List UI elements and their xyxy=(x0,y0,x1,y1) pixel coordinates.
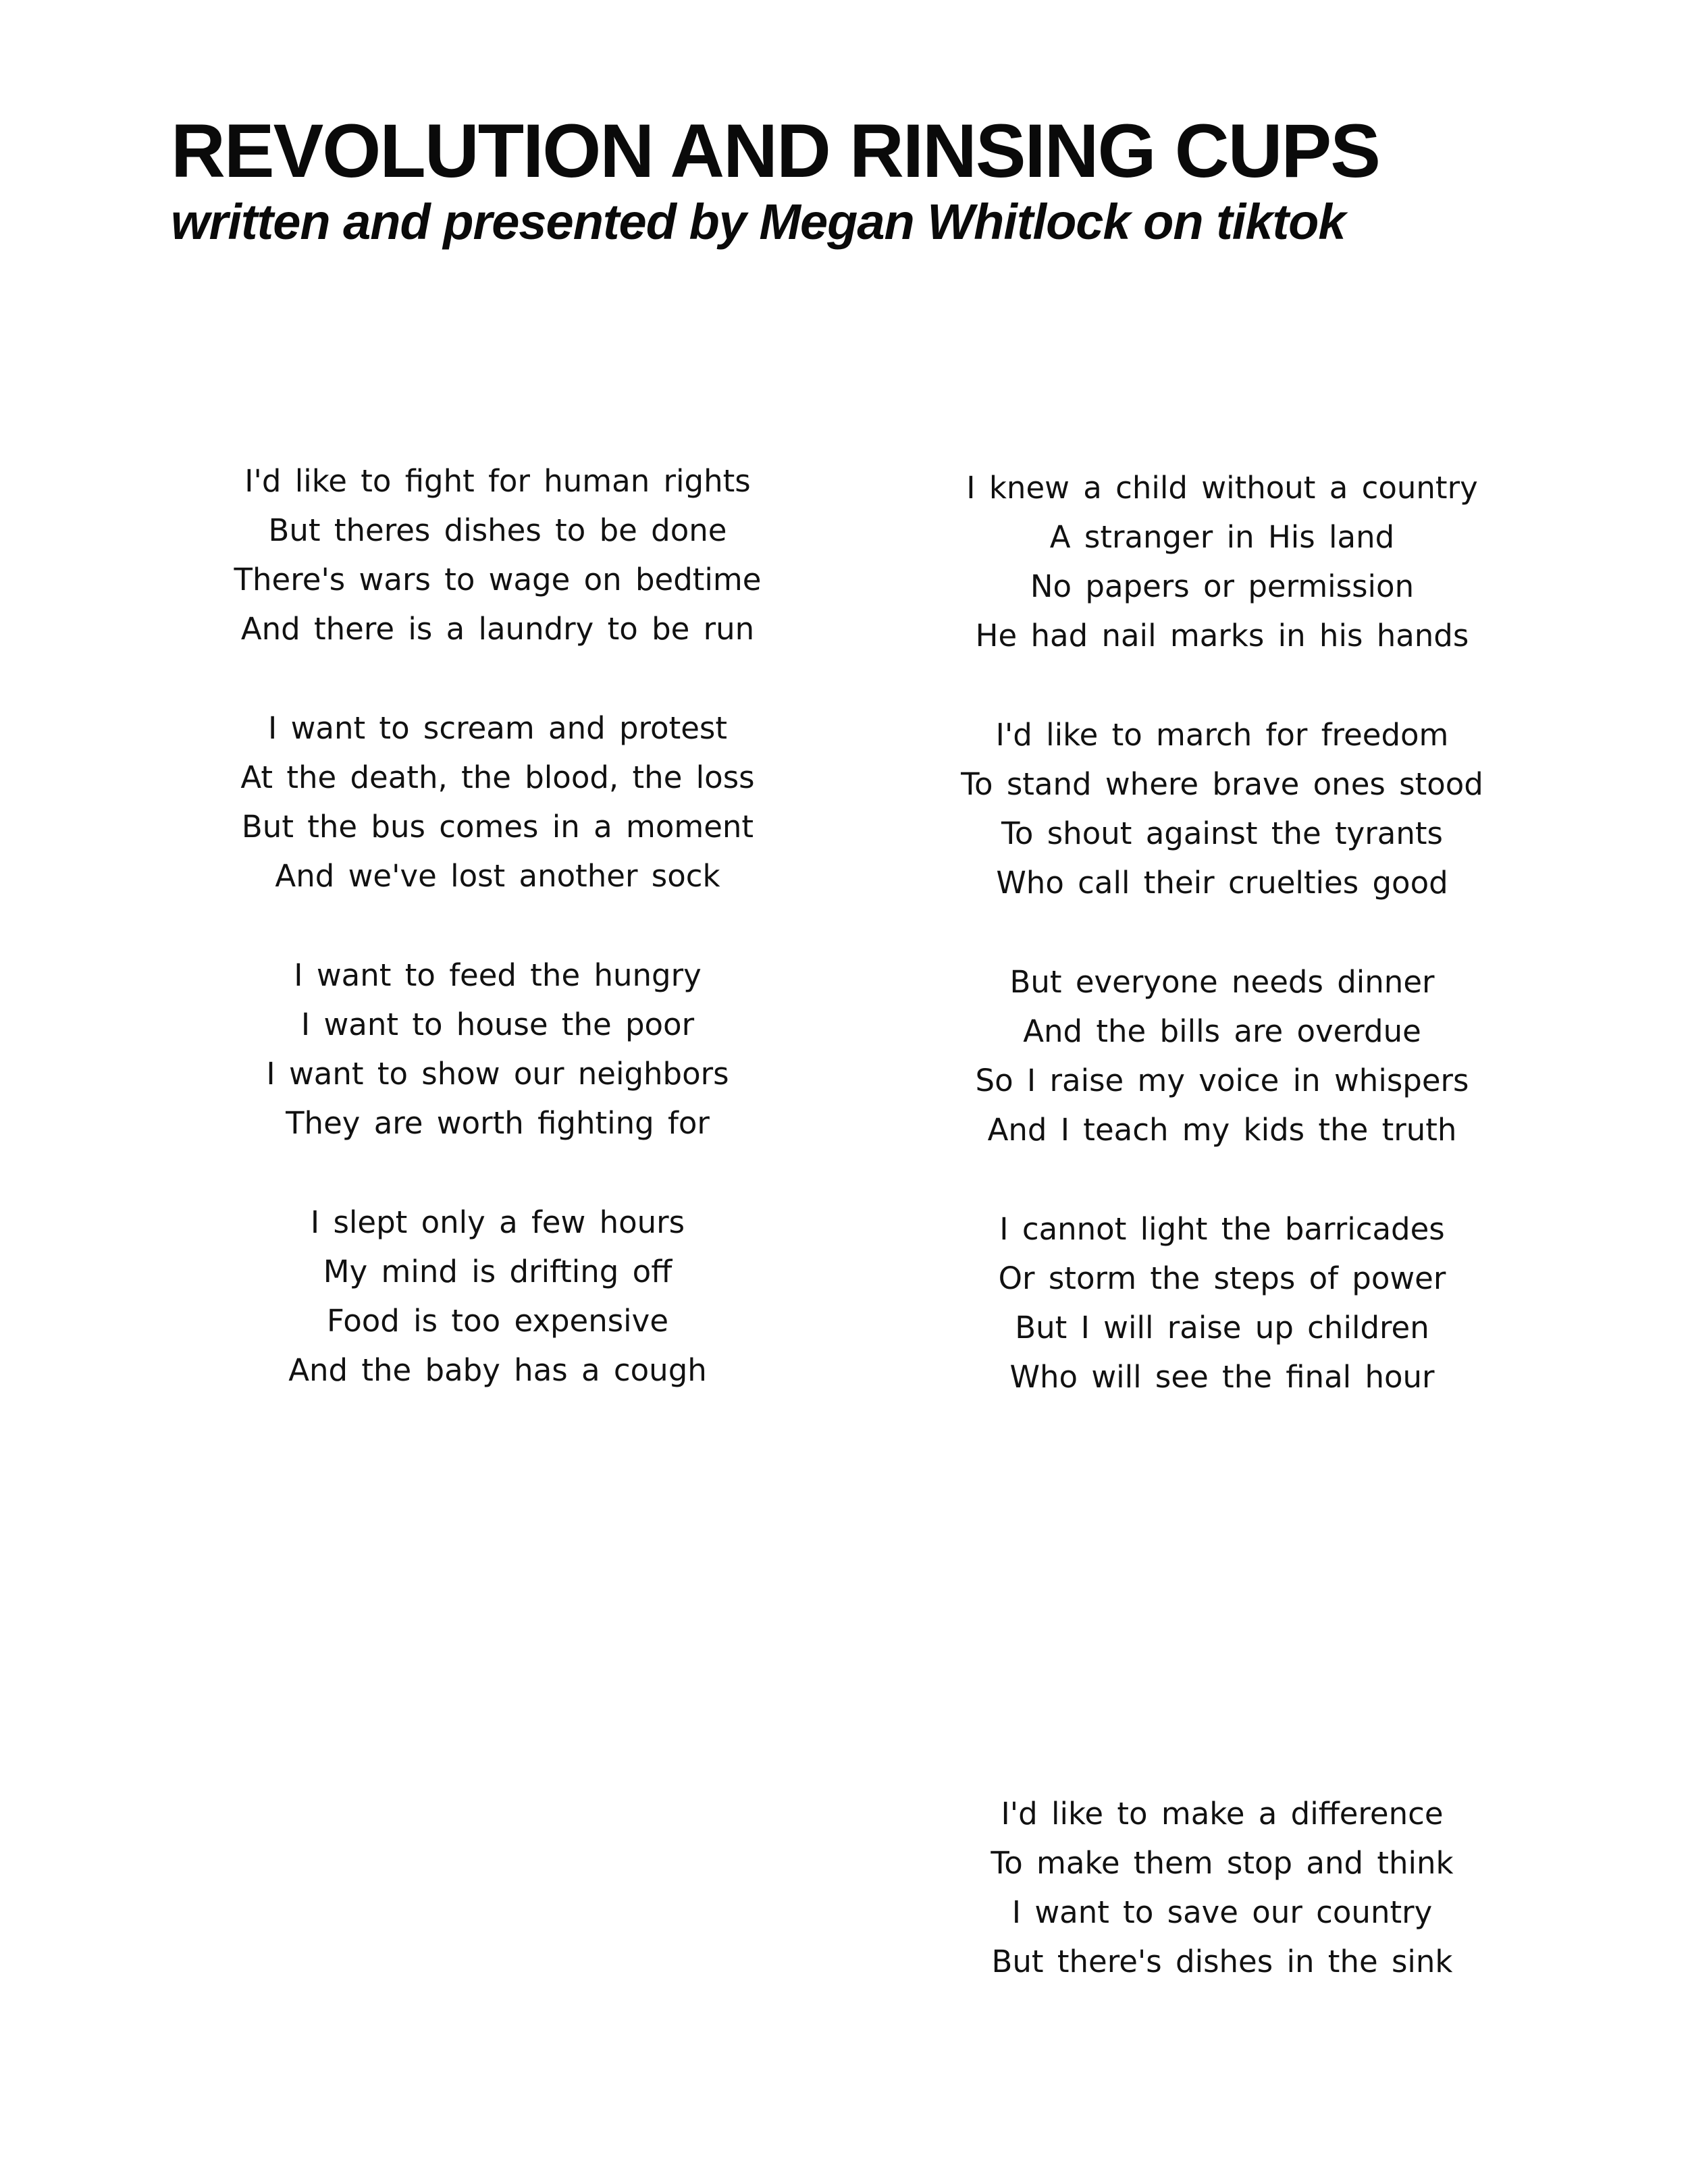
poem-line: He had nail marks in his hands xyxy=(975,618,1469,654)
poem-line: A stranger in His land xyxy=(1049,519,1395,555)
poem-line: So I raise my voice in whispers xyxy=(975,1063,1469,1098)
poem-line: To make them stop and think xyxy=(991,1845,1454,1881)
poem-line: And there is a laundry to be run xyxy=(240,611,755,647)
poem-line: I want to feed the hungry xyxy=(294,957,702,993)
poem-line: And we've lost another sock xyxy=(275,858,720,894)
poem-line: They are worth fighting for xyxy=(286,1105,710,1141)
stanza-left-2 xyxy=(160,703,835,901)
poem-line: I knew a child without a country xyxy=(966,470,1478,506)
poem-line: And I teach my kids the truth xyxy=(987,1112,1457,1148)
stanza-left-4 xyxy=(160,1198,835,1395)
poem-line: I'd like to fight for human rights xyxy=(244,463,751,499)
poem-line: And the bills are overdue xyxy=(1023,1013,1421,1049)
poem-line: And the baby has a cough xyxy=(288,1352,707,1388)
stanza-left-1 xyxy=(160,456,835,654)
poem-line: No papers or permission xyxy=(1030,568,1415,604)
poem-line: But there's dishes in the sink xyxy=(991,1944,1453,1979)
poem-line: At the death, the blood, the loss xyxy=(240,760,755,795)
poem-line: But everyone needs dinner xyxy=(1009,964,1435,1000)
poem-line: But theres dishes to be done xyxy=(268,512,727,548)
stanza-right-2 xyxy=(885,710,1560,907)
poem-line: I want to save our country xyxy=(1011,1894,1433,1930)
poem-line: Food is too expensive xyxy=(326,1303,669,1339)
stanza-right-1 xyxy=(885,463,1560,660)
stanza-right-5 xyxy=(885,1789,1560,1986)
poem-line: But the bus comes in a moment xyxy=(241,809,754,845)
poem-title: REVOLUTION AND RINSING CUPS xyxy=(171,109,1379,193)
stanza-right-3 xyxy=(885,957,1560,1154)
poem-line: I'd like to march for freedom xyxy=(995,717,1449,753)
poem-line: To stand where brave ones stood xyxy=(961,766,1483,802)
poem-line: My mind is drifting off xyxy=(323,1254,672,1289)
poem-line: I want to show our neighbors xyxy=(266,1056,729,1092)
poem-line: Or storm the steps of power xyxy=(998,1260,1446,1296)
poem-line: Who will see the final hour xyxy=(1009,1359,1435,1395)
poem-line: Who call their cruelties good xyxy=(996,865,1448,901)
poem-line: I want to scream and protest xyxy=(268,710,727,746)
poem-line: I want to house the poor xyxy=(300,1007,695,1042)
stanza-left-3 xyxy=(160,951,835,1148)
poem-line: I slept only a few hours xyxy=(310,1204,685,1240)
poem-line: I'd like to make a difference xyxy=(1001,1796,1444,1832)
poem-line: To shout against the tyrants xyxy=(1001,816,1443,851)
stanza-right-4 xyxy=(885,1204,1560,1402)
poem-line: There's wars to wage on bedtime xyxy=(234,562,762,597)
poem-line: I cannot light the barricades xyxy=(999,1211,1445,1247)
poem-line: But I will raise up children xyxy=(1015,1310,1429,1346)
poem-subtitle: written and presented by Megan Whitlock on tiktok xyxy=(171,194,1346,250)
